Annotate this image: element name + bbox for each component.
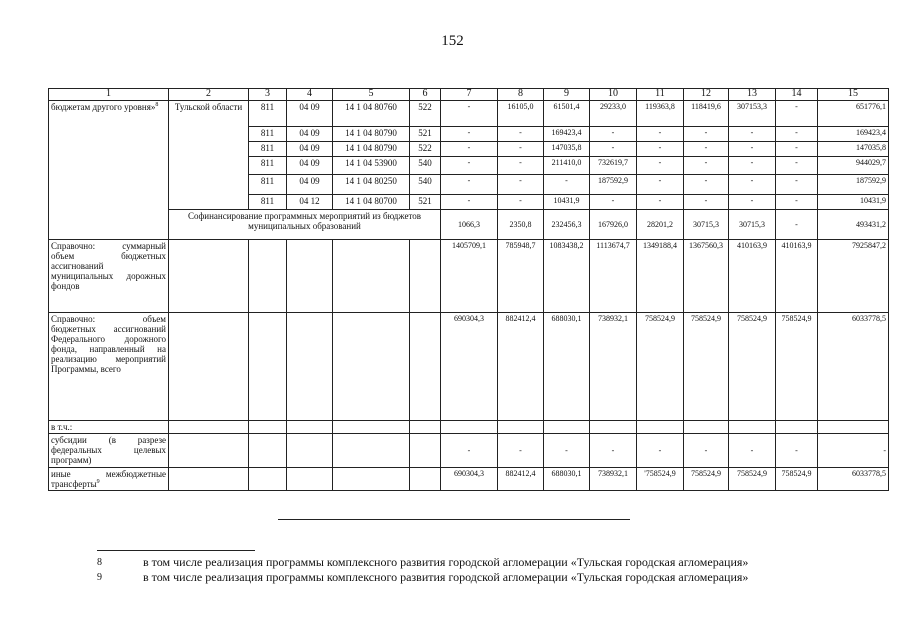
empty-cell (169, 421, 249, 434)
table-cell: - (818, 434, 889, 468)
table-cell: 410163,9 (776, 240, 818, 313)
empty-cell (287, 313, 333, 421)
table-cell: 738932,1 (590, 313, 637, 421)
empty-cell (410, 421, 441, 434)
row-label-text: Справочно: объем бюджетных ассигнований Федерального дорожного фонда, направленный на реализацию мероприятий Программы, всего (51, 314, 166, 374)
header-cell: 4 (287, 89, 333, 101)
table-cell: 04 09 (287, 142, 333, 157)
empty-cell (287, 434, 333, 468)
footnote-8 (97, 556, 748, 569)
cofinancing-label: Софинансирование программных мероприятий из бюджетов муниципальных образований (169, 210, 441, 240)
table-cell: - (776, 127, 818, 142)
table-cell: 169423,4 (818, 127, 889, 142)
table-cell: - (441, 127, 498, 142)
empty-cell (249, 421, 287, 434)
row-label-text: иные межбюджетные трансферты (51, 469, 166, 489)
table-cell: 410163,9 (729, 240, 776, 313)
table-row (49, 434, 889, 468)
table-cell: 147035,8 (544, 142, 590, 157)
header-cell: 10 (590, 89, 637, 101)
table-cell: - (590, 142, 637, 157)
header-cell: 13 (729, 89, 776, 101)
table-cell: 6033778,5 (818, 313, 889, 421)
table-cell: 147035,8 (818, 142, 889, 157)
table-cell: - (441, 195, 498, 210)
row-label-text: Справочно: суммарный объем бюджетных ассигнований муниципальных дорожных фондов (51, 241, 166, 291)
table-cell: 522 (410, 101, 441, 127)
table-cell: 14 1 04 80250 (333, 175, 410, 195)
table-cell: - (776, 434, 818, 468)
table-cell: 1066,3 (441, 210, 498, 240)
table-cell: 61501,4 (544, 101, 590, 127)
empty-cell (818, 421, 889, 434)
table-cell: 493431,2 (818, 210, 889, 240)
header-cell: 9 (544, 89, 590, 101)
table-cell: - (441, 434, 498, 468)
table-cell: - (590, 127, 637, 142)
table-cell: 1113674,7 (590, 240, 637, 313)
page-number: 152 (441, 33, 464, 49)
empty-cell (169, 240, 249, 313)
row-label-text: субсидии (в разрезе федеральных целевых программ) (51, 435, 166, 465)
budget-table (48, 88, 889, 491)
table-cell: - (637, 434, 684, 468)
empty-cell (441, 421, 498, 434)
empty-cell (287, 421, 333, 434)
table-cell: 690304,3 (441, 313, 498, 421)
empty-cell (169, 468, 249, 491)
table-cell: 16105,0 (498, 101, 544, 127)
empty-cell (333, 421, 410, 434)
header-cell: 12 (684, 89, 729, 101)
table-cell: 10431,9 (818, 195, 889, 210)
table-cell: 758524,9 (637, 313, 684, 421)
table-cell: - (684, 142, 729, 157)
table-cell: - (637, 142, 684, 157)
row-label (49, 468, 169, 491)
empty-cell (249, 240, 287, 313)
table-cell: 811 (249, 195, 287, 210)
table-cell: 688030,1 (544, 468, 590, 491)
row-label-text: в т.ч.: (51, 422, 73, 432)
region-cell: Тульской области (169, 101, 249, 210)
table-cell: - (729, 175, 776, 195)
table-cell: - (776, 157, 818, 175)
row-label (49, 101, 169, 240)
empty-cell (333, 240, 410, 313)
header-cell: 5 (333, 89, 410, 101)
table-cell: - (498, 195, 544, 210)
table-cell: - (729, 127, 776, 142)
empty-cell (249, 313, 287, 421)
table-cell: 882412,4 (498, 313, 544, 421)
table-cell: - (498, 434, 544, 468)
empty-cell (498, 421, 544, 434)
table-cell: 540 (410, 157, 441, 175)
table-cell: 811 (249, 142, 287, 157)
table-cell: 04 09 (287, 175, 333, 195)
table-cell: 1083438,2 (544, 240, 590, 313)
table-cell: - (729, 157, 776, 175)
table-cell: - (498, 142, 544, 157)
footnote-9 (97, 571, 748, 584)
table-cell: 10431,9 (544, 195, 590, 210)
table-cell: 758524,9 (684, 468, 729, 491)
header-cell: 15 (818, 89, 889, 101)
cofinancing-row (49, 210, 889, 240)
empty-cell (729, 421, 776, 434)
table-cell: - (498, 175, 544, 195)
table-cell: - (684, 157, 729, 175)
table-cell: 811 (249, 175, 287, 195)
table-cell: 14 1 04 80760 (333, 101, 410, 127)
table-cell: 2350,8 (498, 210, 544, 240)
footnote-ref: 9 (96, 479, 100, 485)
table-cell: 169423,4 (544, 127, 590, 142)
table-cell: 521 (410, 127, 441, 142)
table-cell: - (637, 195, 684, 210)
empty-cell (169, 434, 249, 468)
row-label (49, 240, 169, 313)
table-cell: 944029,7 (818, 157, 889, 175)
footnote-mark: 8 (97, 557, 102, 568)
table-cell: - (590, 195, 637, 210)
table-cell: 785948,7 (498, 240, 544, 313)
table-cell: - (729, 142, 776, 157)
empty-cell (249, 434, 287, 468)
table-cell: 04 12 (287, 195, 333, 210)
header-cell: 1 (49, 89, 169, 101)
table-cell: 14 1 04 53900 (333, 157, 410, 175)
empty-cell (333, 313, 410, 421)
empty-cell (333, 468, 410, 491)
footnote-text: в том числе реализация программы комплексного развития городской агломерации «Тульская городская агломерация» (143, 570, 749, 584)
table-cell: 540 (410, 175, 441, 195)
table-cell: 29233,0 (590, 101, 637, 127)
table-cell: 758524,9 (729, 468, 776, 491)
table-cell: 758524,9 (776, 313, 818, 421)
table-row (49, 421, 889, 434)
header-row (49, 89, 889, 101)
table-cell: 758524,9 (776, 468, 818, 491)
header-cell: 6 (410, 89, 441, 101)
table-cell: 04 09 (287, 101, 333, 127)
empty-cell (287, 240, 333, 313)
empty-cell (544, 421, 590, 434)
table-cell: - (544, 434, 590, 468)
empty-cell (333, 434, 410, 468)
table-cell: 187592,9 (590, 175, 637, 195)
table-cell: 14 1 04 80790 (333, 127, 410, 142)
table-row (49, 468, 889, 491)
table-cell: - (684, 175, 729, 195)
header-cell: 14 (776, 89, 818, 101)
table-cell: - (776, 195, 818, 210)
table-cell: 732619,7 (590, 157, 637, 175)
section-divider (278, 519, 630, 520)
table-cell: 758524,9 (729, 313, 776, 421)
table-cell: 6033778,5 (818, 468, 889, 491)
table-row (49, 313, 889, 421)
table-cell: - (441, 157, 498, 175)
header-cell: 8 (498, 89, 544, 101)
table-cell: 882412,4 (498, 468, 544, 491)
table-cell: - (684, 195, 729, 210)
table-cell: - (729, 195, 776, 210)
header-cell: 11 (637, 89, 684, 101)
table-cell: 04 09 (287, 127, 333, 142)
empty-cell (410, 313, 441, 421)
table-cell: 30715,3 (684, 210, 729, 240)
table-cell: 1367560,3 (684, 240, 729, 313)
header-cell: 7 (441, 89, 498, 101)
table-cell: 811 (249, 127, 287, 142)
table-cell: - (776, 101, 818, 127)
empty-cell (410, 240, 441, 313)
row-label (49, 421, 169, 434)
empty-cell (287, 468, 333, 491)
footnote-ref: 8 (155, 102, 159, 108)
table-cell: 28201,2 (637, 210, 684, 240)
table-cell: 811 (249, 101, 287, 127)
table-cell: 811 (249, 157, 287, 175)
empty-cell (169, 313, 249, 421)
table-cell: - (729, 434, 776, 468)
table-cell: 14 1 04 80790 (333, 142, 410, 157)
table-cell: - (544, 175, 590, 195)
header-cell: 2 (169, 89, 249, 101)
table-cell: - (441, 101, 498, 127)
footnote-rule (97, 550, 255, 551)
table-cell: 119363,8 (637, 101, 684, 127)
footnote-text: в том числе реализация программы комплексного развития городской агломерации «Тульская городская агломерация» (143, 555, 749, 569)
table-cell: 688030,1 (544, 313, 590, 421)
table-cell: - (637, 175, 684, 195)
table-cell: 118419,6 (684, 101, 729, 127)
table-cell: 1405709,1 (441, 240, 498, 313)
table-cell: 521 (410, 195, 441, 210)
table-cell: '758524,9 (637, 468, 684, 491)
table-cell: 307153,3 (729, 101, 776, 127)
empty-cell (637, 421, 684, 434)
table-cell: - (498, 157, 544, 175)
footnote-mark: 9 (97, 572, 102, 583)
table-cell: 30715,3 (729, 210, 776, 240)
table-cell: - (684, 434, 729, 468)
table-cell: - (776, 210, 818, 240)
table-cell: 167926,0 (590, 210, 637, 240)
table-cell: 232456,3 (544, 210, 590, 240)
table-cell: 04 09 (287, 157, 333, 175)
table-cell: - (441, 175, 498, 195)
empty-cell (776, 421, 818, 434)
table-cell: 690304,3 (441, 468, 498, 491)
table-cell: 738932,1 (590, 468, 637, 491)
table-cell: - (637, 127, 684, 142)
table-cell: 522 (410, 142, 441, 157)
table-cell: 758524,9 (684, 313, 729, 421)
table-cell: 1349188,4 (637, 240, 684, 313)
table-cell: 14 1 04 80700 (333, 195, 410, 210)
row-label (49, 434, 169, 468)
table-cell: - (684, 127, 729, 142)
table-cell: - (498, 127, 544, 142)
header-cell: 3 (249, 89, 287, 101)
table-cell: - (637, 157, 684, 175)
empty-cell (684, 421, 729, 434)
table-row (49, 240, 889, 313)
table-cell: 7925847,2 (818, 240, 889, 313)
table-row (49, 101, 889, 127)
empty-cell (590, 421, 637, 434)
table-cell: - (776, 142, 818, 157)
empty-cell (410, 468, 441, 491)
table-cell: 211410,0 (544, 157, 590, 175)
table-cell: - (776, 175, 818, 195)
table-cell: 651776,1 (818, 101, 889, 127)
table-cell: - (590, 434, 637, 468)
table-cell: - (441, 142, 498, 157)
table-cell: 187592,9 (818, 175, 889, 195)
empty-cell (249, 468, 287, 491)
row-label (49, 313, 169, 421)
empty-cell (410, 434, 441, 468)
row-label-text: бюджетам другого уровня» (51, 102, 156, 112)
